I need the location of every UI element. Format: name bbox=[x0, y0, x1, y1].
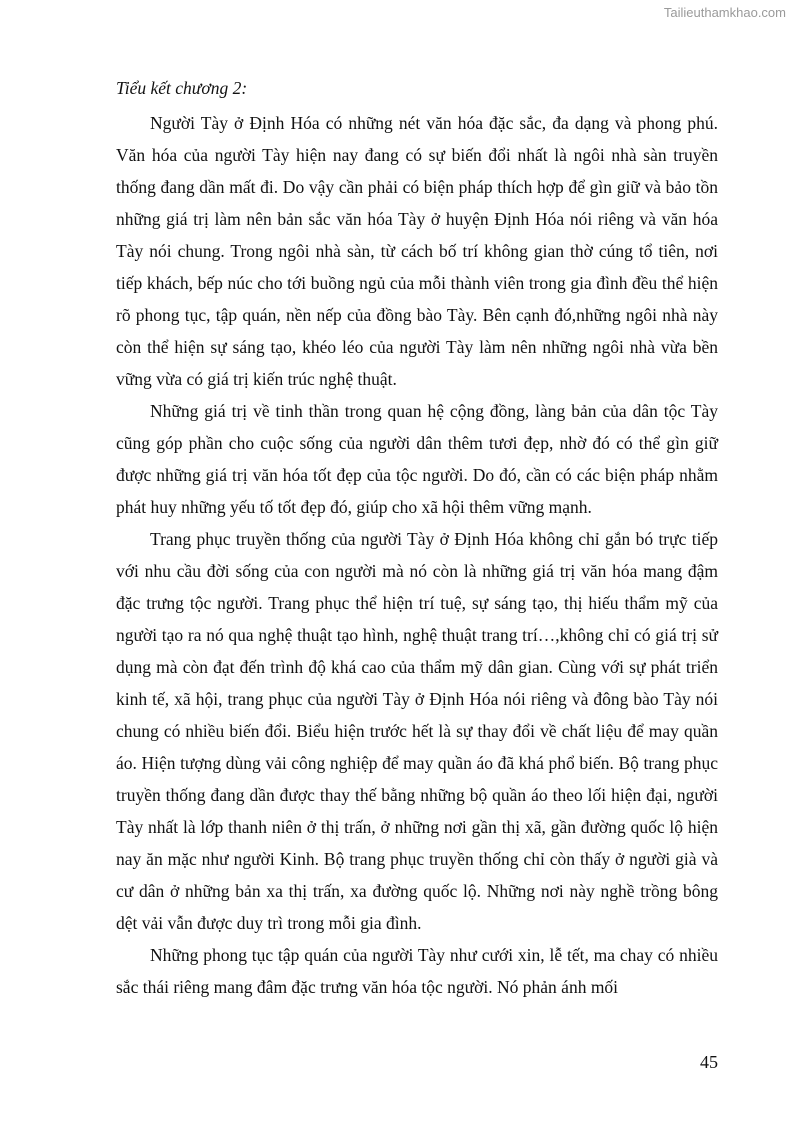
paragraph-3: Trang phục truyền thống của người Tày ở Định Hóa không chỉ gắn bó trực tiếp với nhu cầu đời sống của con người mà nó còn là những giá trị văn hóa mang đậm đặc trưng tộc người. Trang phục thể hiện trí tuệ, sự sáng tạo, thị hiếu thẩm mỹ của người tạo ra nó qua nghệ thuật tạo hình, nghệ thuật trang trí…,không chỉ có giá trị sử dụng mà còn đạt đến trình độ khá cao của thẩm mỹ dân gian. Cùng với sự phát triển kinh tế, xã hội, trang phục của người Tày ở Định Hóa nói riêng và đông bào Tày nói chung có nhiều biến đổi. Biểu hiện trước hết là sự thay đổi về chất liệu để may quần áo. Hiện tượng dùng vải công nghiệp để may quần áo đã khá phổ biến. Bộ trang phục truyền thống đang dần được thay thế bằng những bộ quần áo theo lối hiện đại, người Tày nhất là lớp thanh niên ở thị trấn, ở những nơi gần thị xã, gần đường quốc lộ hiện nay ăn mặc như người Kinh. Bộ trang phục truyền thống chỉ còn thấy ở người già và cư dân ở những bản xa thị trấn, xa đường quốc lộ. Những nơi này nghề trồng bông dệt vải vẫn được duy trì trong mỗi gia đình. bbox=[116, 529, 718, 933]
paragraph-1: Người Tày ở Định Hóa có những nét văn hóa đặc sắc, đa dạng và phong phú. Văn hóa của người Tày hiện nay đang có sự biến đổi nhất là ngôi nhà sàn truyền thống đang dần mất đi. Do vậy cần phải có biện pháp thích hợp để gìn giữ và bảo tồn những giá trị làm nên bản sắc văn hóa Tày ở huyện Định Hóa nói riêng và văn hóa Tày nói chung. Trong ngôi nhà sàn, từ cách bố trí không gian thờ cúng tổ tiên, nơi tiếp khách, bếp núc cho tới buồng ngủ của mỗi thành viên trong gia đình đều thể hiện rõ phong tục, tập quán, nền nếp của đồng bào Tày. Bên cạnh đó,những ngôi nhà này còn thể hiện sự sáng tạo, khéo léo của người Tày làm nên những ngôi nhà vừa bền vững vừa có giá trị kiến trúc nghệ thuật. bbox=[116, 113, 718, 389]
paragraph-4: Những phong tục tập quán của người Tày như cưới xin, lễ tết, ma chay có nhiều sắc thái riêng mang đâm đặc trưng văn hóa tộc người. Nó phản ánh mối bbox=[116, 945, 718, 997]
document-body bbox=[116, 73, 718, 1003]
paragraph-2: Những giá trị về tinh thần trong quan hệ cộng đồng, làng bản của dân tộc Tày cũng góp phần cho cuộc sống của người dân thêm tươi đẹp, nhờ đó có thể gìn giữ được những giá trị văn hóa tốt đẹp của tộc người. Do đó, cần có các biện pháp nhằm phát huy những yếu tố tốt đẹp đó, giúp cho xã hội thêm vững mạnh. bbox=[116, 401, 718, 517]
page-number: 45 bbox=[700, 1052, 718, 1072]
section-heading: Tiểu kết chương 2: bbox=[116, 78, 248, 98]
watermark-text: Tailieuthamkhao.com bbox=[663, 5, 786, 20]
